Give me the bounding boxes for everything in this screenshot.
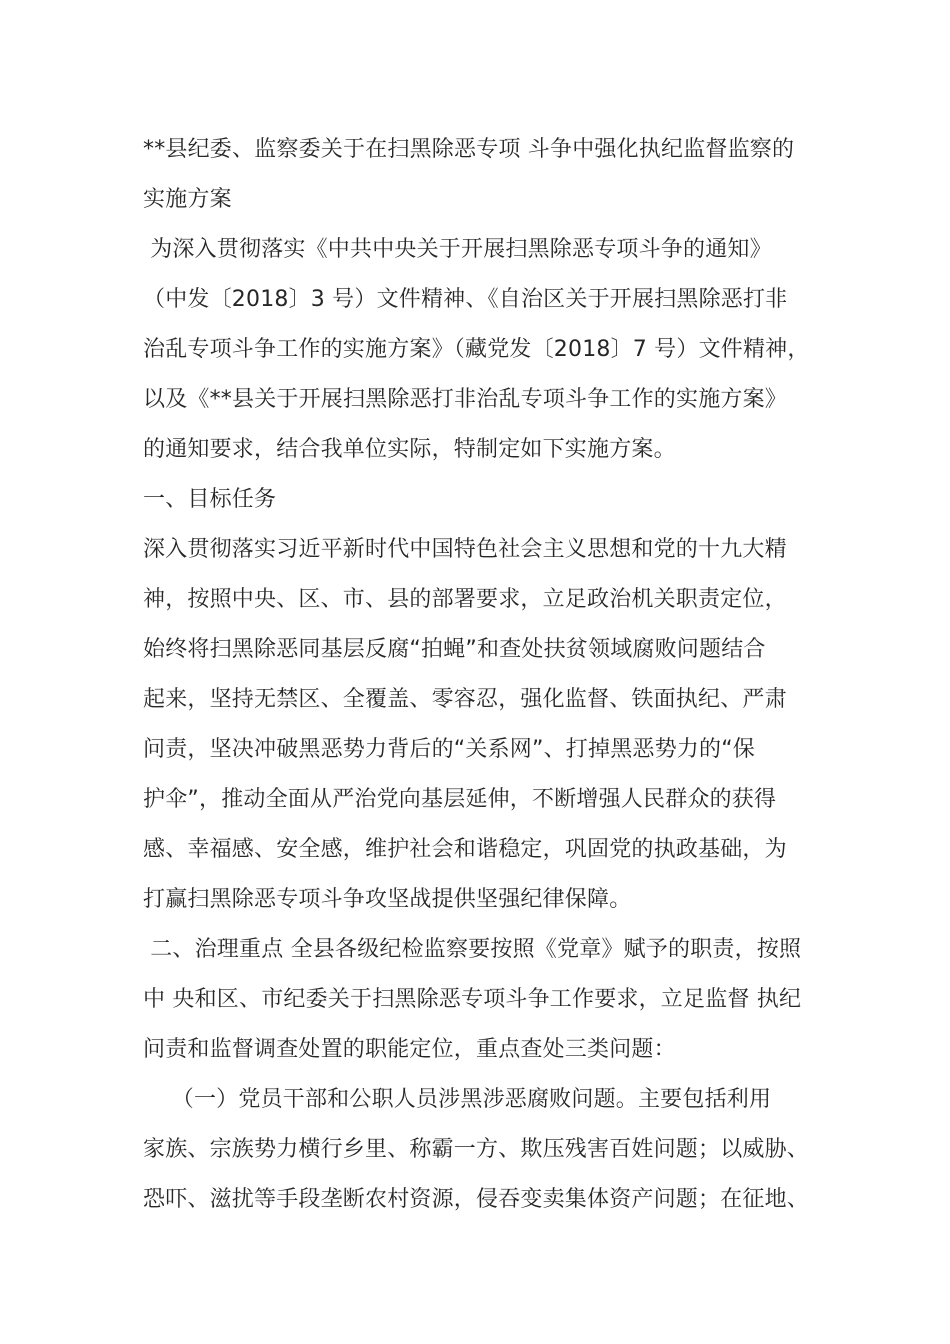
paragraph-line: 深入贯彻落实习近平新时代中国特色社会主义思想和党的十九大精: [143, 537, 787, 562]
document-title-line-1: **县纪委、监察委关于在扫黑除恶专项 斗争中强化执纪监督监察的: [143, 137, 795, 162]
document-title-line-2: 实施方案: [143, 187, 232, 212]
paragraph-line: 为深入贯彻落实《中共中央关于开展扫黑除恶专项斗争的通知》: [143, 237, 772, 262]
paragraph-line: 起来，坚持无禁区、全覆盖、零容忍，强化监督、铁面执纪、严肃: [143, 687, 787, 712]
paragraph-line: 打赢扫黑除恶专项斗争攻坚战提供坚强纪律保障。: [143, 887, 632, 912]
paragraph-line: 以及《**县关于开展扫黑除恶打非治乱专项斗争工作的实施方案》: [143, 387, 788, 412]
paragraph-line: （一）党员干部和公职人员涉黑涉恶腐败问题。主要包括利用: [143, 1087, 772, 1112]
paragraph-line: 治乱专项斗争工作的实施方案》（藏党发〔2018〕7 号）文件精神，: [143, 337, 810, 362]
paragraph-line: 神，按照中央、区、市、县的部署要求，立足政治机关职责定位，: [143, 587, 787, 612]
paragraph-line: 家族、宗族势力横行乡里、称霸一方、欺压残害百姓问题；以威胁、: [143, 1137, 810, 1162]
paragraph-line: 的通知要求，结合我单位实际，特制定如下实施方案。: [143, 437, 676, 462]
paragraph-line: 护伞”，推动全面从严治党向基层延伸，不断增强人民群众的获得: [143, 787, 777, 812]
section-heading-goals: 一、目标任务: [143, 487, 277, 512]
paragraph-line: 问责和监督调查处置的职能定位，重点查处三类问题：: [143, 1037, 676, 1062]
section-heading-focus: 二、治理重点 全县各级纪检监察要按照《党章》赋予的职责，按照: [143, 937, 802, 962]
paragraph-line: 中 央和区、市纪委关于扫黑除恶专项斗争工作要求，立足监督 执纪: [143, 987, 802, 1012]
paragraph-line: （中发〔2018〕3 号）文件精神、《自治区关于开展扫黑除恶打非: [143, 287, 788, 312]
paragraph-line: 感、幸福感、安全感，维护社会和谐稳定，巩固党的执政基础，为: [143, 837, 787, 862]
paragraph-line: 问责，坚决冲破黑恶势力背后的“关系网”、打掉黑恶势力的“保: [143, 737, 755, 762]
paragraph-line: 始终将扫黑除恶同基层反腐“拍蝇”和查处扶贫领域腐败问题结合: [143, 637, 766, 662]
paragraph-line: 恐吓、滋扰等手段垄断农村资源，侵吞变卖集体资产问题；在征地、: [143, 1187, 810, 1212]
